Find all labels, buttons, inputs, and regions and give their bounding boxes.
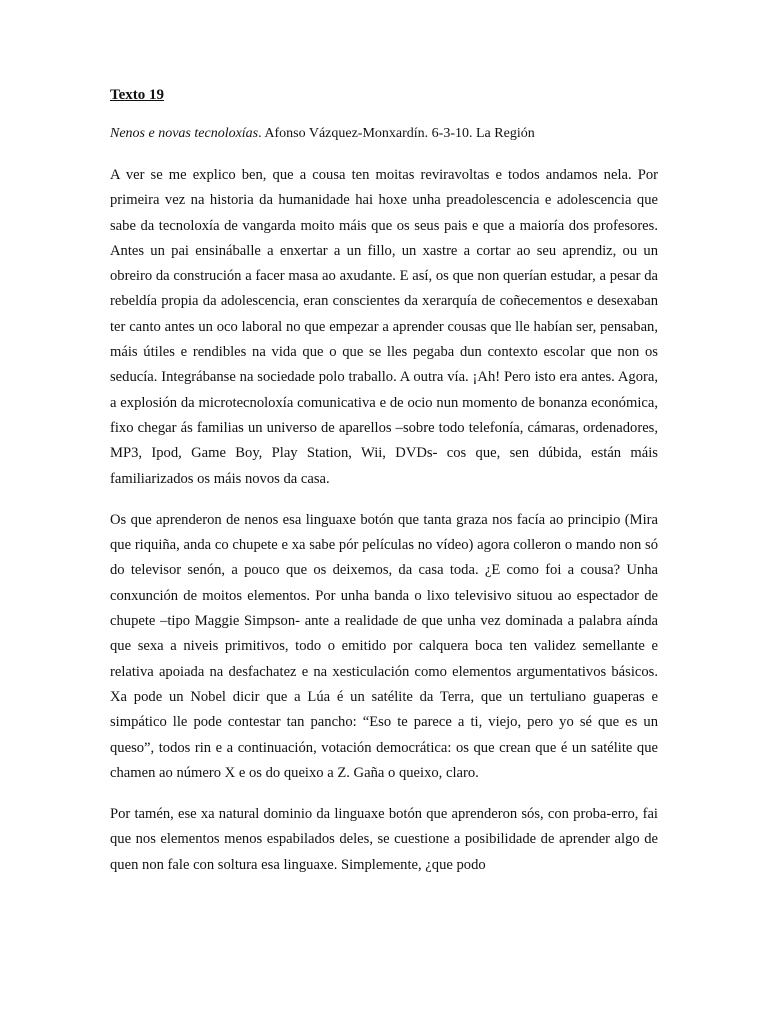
source-line — [110, 124, 658, 144]
paragraph-2: Os que aprenderon de nenos esa linguaxe botón que tanta graza nos facía ao principio (Mira que riquiña, anda co chupete e xa sabe pór películas no vídeo) agora colleron o mando non só do televisor senón, a pouco que os deixemos, da casa toda. ¿E como foi a cousa? Unha conxunción de moitos elementos. Por unha banda o lixo televisivo situou ao espectador de chupete –tipo Maggie Simpson- ante a realidade de que unha vez dominada a palabra aínda que sexa a niveis primitivos, todo o emitido por calquera boca ten validez semellante e relativa apoiada na desfachatez e na xesticulación como elementos argumentativos básicos. Xa pode un Nobel dicir que a Lúa é un satélite da Terra, que un tertuliano guaperas e simpático lle pode contestar tan pancho: “Eso te parece a ti, viejo, pero yo sé que es un queso”, todos rin e a continuación, votación democrática: os que crean que é un satélite que chamen ao número X e os do queixo a Z. Gaña o queixo, claro. — [110, 511, 658, 781]
source-details: Afonso Vázquez-Monxardín. 6-3-10. La Región — [264, 126, 535, 141]
document-page — [110, 84, 658, 894]
paragraph-1: A ver se me explico ben, que a cousa ten moitas reviravoltas e todos andamos nela. Por primeira vez na historia da humanidade hai hoxe unha preadolescencia e adolescencia que sabe da tecnoloxía de vangarda moito máis que os seus pais e que a maioría dos profesores. Antes un pai ensinába​lle a enxertar a un fillo, un xastre a cortar ao seu aprendiz, ou un obreiro da construción a facer masa ao axudante. E así, os que non querían estudar, a pesar da rebeldía propia da adolescencia, eran conscientes da xerarquía de coñecementos e desexaban ter canto antes un oco laboral no que empezar a aprender cousas que lle habían ser, pensaban, máis útiles e rendibles na vida que o que se lles pegaba dun contexto escolar que non os seducía. Integrábanse na sociedade polo traballo. A outra vía. ¡Ah! Pero isto era antes. Agora, a explosión da microtecnoloxía comunicativa e de ocio nun momento de bonanza económica, fixo chegar ás familias un universo de aparellos –sobre todo telefonía, cámaras, ordenadores, MP3, Ipod, Game Boy, Play Station, Wii, DVDs- cos que, sen dúbida, están máis familiarizados os máis novos da casa. — [110, 167, 658, 487]
document-title: Texto 19 — [110, 87, 165, 103]
source-separator: . — [258, 126, 265, 141]
source-title: Nenos e novas tecnoloxías — [110, 126, 259, 141]
paragraph-3: Por tamén, ese xa natural dominio da linguaxe botón que aprenderon sós, con proba-erro, fai que nos elementos menos espabilados deles, se cuestione a posibilidade de aprender algo de quen non fale con soltura esa linguaxe. Simplemente, ¿que podo — [110, 806, 658, 873]
